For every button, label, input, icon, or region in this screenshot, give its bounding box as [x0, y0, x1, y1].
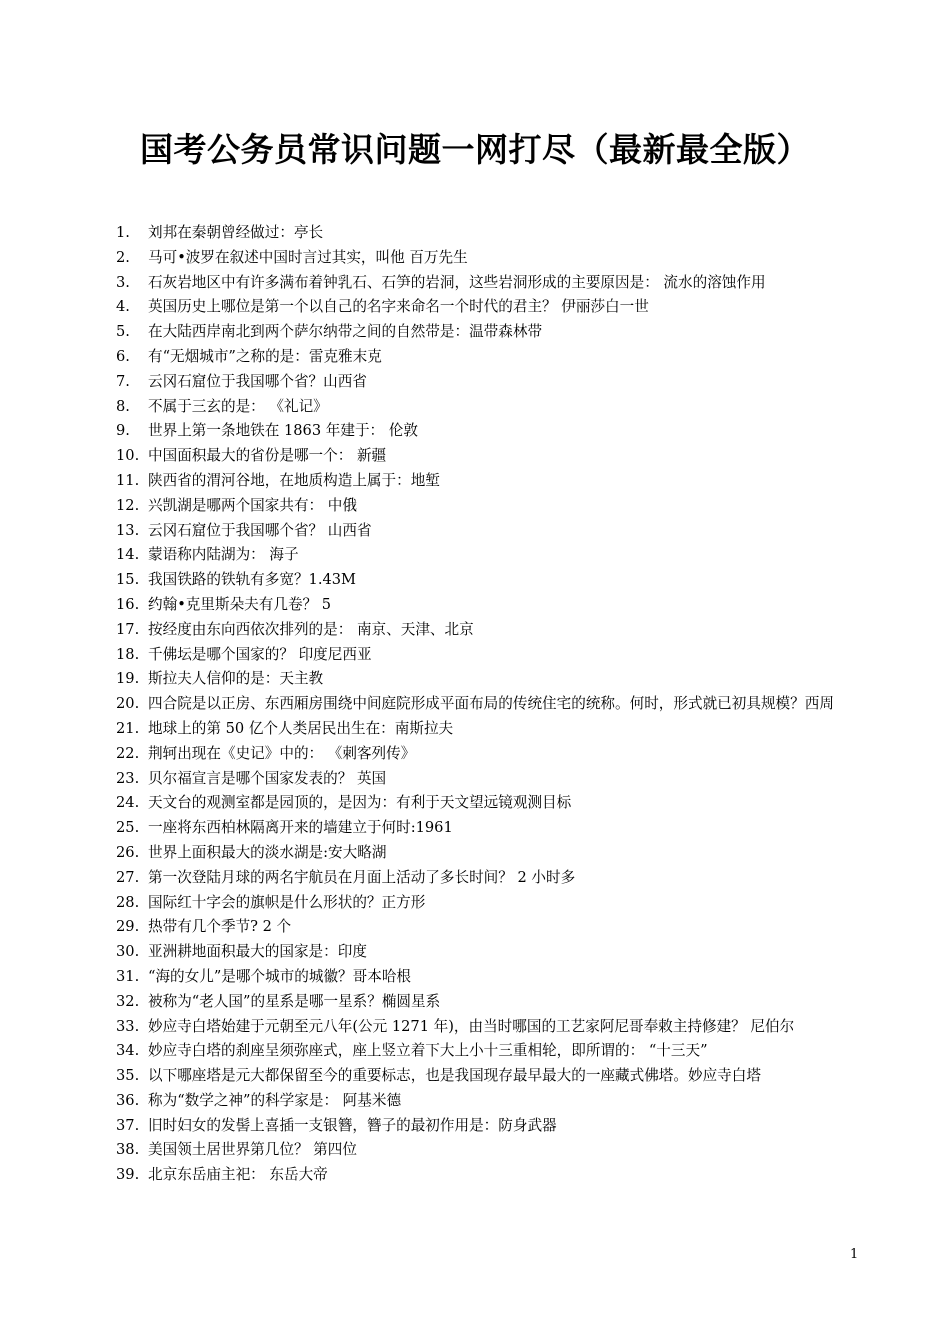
- item-number: 23.: [116, 769, 140, 787]
- item-number: 31.: [116, 967, 140, 985]
- document-title: 国考公务员常识问题一网打尽（最新最全版）: [140, 130, 810, 169]
- item-number: 24.: [116, 794, 140, 812]
- item-text: 云冈石窟位于我国哪个省？ 山西省: [148, 521, 372, 539]
- list-item: [116, 1089, 861, 1114]
- item-text: 斯拉夫人信仰的是：天主教: [148, 670, 324, 688]
- item-number: 37.: [116, 1116, 140, 1134]
- item-number: 1.: [116, 224, 130, 241]
- qa-list: [116, 221, 861, 1188]
- item-number: 9.: [116, 422, 130, 440]
- item-text: 有“无烟城市”之称的是：雷克雅末克: [148, 347, 382, 365]
- item-number: 27.: [116, 868, 140, 886]
- list-item: [116, 915, 861, 940]
- list-item: [116, 667, 861, 692]
- item-text: 亚洲耕地面积最大的国家是：印度: [148, 943, 367, 961]
- list-item: [116, 841, 861, 866]
- item-number: 8.: [116, 397, 130, 415]
- item-text: 荆轲出现在《史记》中的： 《刺客列传》: [148, 744, 416, 762]
- list-item: [116, 965, 861, 990]
- list-item: [116, 221, 861, 246]
- item-number: 15.: [116, 571, 140, 589]
- item-text: “海的女儿”是哪个城市的城徽？哥本哈根: [148, 967, 412, 985]
- list-item: [116, 271, 861, 296]
- item-number: 30.: [116, 943, 140, 961]
- item-text: 世界上第一条地铁在 1863 年建于： 伦敦: [148, 422, 418, 440]
- item-text: 美国领土居世界第几位？ 第四位: [148, 1141, 357, 1159]
- list-item: [116, 940, 861, 965]
- list-item: [116, 494, 861, 519]
- item-text: 妙应寺白塔的刹座呈须弥座式，座上竖立着下大上小十三重相轮，即所谓的： “十三天”: [148, 1042, 708, 1060]
- list-item: [116, 593, 861, 618]
- item-text: 北京东岳庙主祀： 东岳大帝: [148, 1166, 328, 1184]
- item-number: 19.: [116, 670, 140, 688]
- list-item: [116, 742, 861, 767]
- item-text: 地球上的第 50 亿个人类居民出生在：南斯拉夫: [148, 719, 454, 737]
- list-item: [116, 295, 861, 320]
- item-text: 陕西省的渭河谷地，在地质构造上属于：地堑: [148, 471, 440, 489]
- item-text: 天文台的观测室都是园顶的，是因为：有利于天文望远镜观测目标: [148, 794, 572, 812]
- list-item: [116, 791, 861, 816]
- list-item: [116, 345, 861, 370]
- list-item: [116, 618, 861, 643]
- list-item: [116, 866, 861, 891]
- item-text: 不属于三玄的是： 《礼记》: [148, 397, 328, 415]
- item-number: 39.: [116, 1166, 140, 1184]
- list-item: [116, 643, 861, 668]
- list-item: [116, 816, 861, 841]
- item-number: 17.: [116, 620, 140, 638]
- list-item: [116, 543, 861, 568]
- list-item: [116, 1138, 861, 1163]
- list-item: [116, 990, 861, 1015]
- item-number: 2.: [116, 248, 130, 266]
- list-item: [116, 1064, 861, 1089]
- item-number: 4.: [116, 298, 130, 316]
- item-number: 33.: [116, 1017, 140, 1035]
- item-number: 35.: [116, 1067, 140, 1085]
- item-text: 约翰•克里斯朵夫有几卷？ 5: [148, 595, 332, 613]
- item-number: 32.: [116, 992, 140, 1010]
- list-item: [116, 370, 861, 395]
- item-text: 云冈石窟位于我国哪个省？山西省: [148, 372, 367, 390]
- item-number: 38.: [116, 1141, 140, 1159]
- item-text: 按经度由东向西依次排列的是： 南京、天津、北京: [148, 620, 474, 638]
- item-text: 一座将东西柏林隔离开来的墙建立于何时:1961: [148, 819, 453, 837]
- item-number: 14.: [116, 546, 140, 564]
- list-item: [116, 469, 861, 494]
- item-number: 22.: [116, 744, 140, 762]
- item-number: 20.: [116, 695, 140, 713]
- item-number: 34.: [116, 1042, 140, 1060]
- list-item: [116, 692, 861, 717]
- item-number: 26.: [116, 843, 140, 861]
- list-item: [116, 395, 861, 420]
- item-text: 第一次登陆月球的两名宇航员在月面上活动了多长时间？ 2 小时多: [148, 868, 576, 886]
- list-item: [116, 568, 861, 593]
- item-number: 11.: [116, 471, 140, 489]
- item-text: 我国铁路的铁轨有多宽？1.43M: [148, 571, 356, 589]
- item-number: 36.: [116, 1091, 140, 1109]
- item-number: 7.: [116, 372, 130, 390]
- item-text: 贝尔福宣言是哪个国家发表的？ 英国: [148, 769, 387, 787]
- item-number: 18.: [116, 645, 140, 663]
- item-number: 6.: [116, 347, 130, 365]
- item-text: 英国历史上哪位是第一个以自己的名字来命名一个时代的君主？ 伊丽莎白一世: [148, 298, 649, 316]
- item-text: 热带有几个季节? 2 个: [148, 918, 292, 936]
- item-number: 21.: [116, 719, 140, 737]
- list-item: [116, 519, 861, 544]
- item-text: 千佛坛是哪个国家的？ 印度尼西亚: [148, 645, 372, 663]
- item-text: 在大陆西岸南北到两个萨尔纳带之间的自然带是：温带森林带: [148, 323, 543, 341]
- list-item: [116, 320, 861, 345]
- item-text: 妙应寺白塔始建于元朝至元八年(公元 1271 年)，由当时哪国的工艺家阿尼哥奉敕主持修建？ 尼伯尔: [148, 1017, 795, 1035]
- item-number: 13.: [116, 521, 140, 539]
- item-text: 蒙语称内陆湖为： 海子: [148, 546, 299, 564]
- item-text: 以下哪座塔是元大都保留至今的重要标志，也是我国现存最早最大的一座藏式佛塔。妙应寺白塔: [148, 1067, 761, 1085]
- item-number: 5.: [116, 323, 130, 341]
- item-text: 马可•波罗在叙述中国时言过其实，叫他 百万先生: [148, 248, 468, 266]
- item-text: 刘邦在秦朝曾经做过：亭长: [148, 224, 324, 241]
- item-number: 28.: [116, 893, 140, 911]
- item-text: 旧时妇女的发髻上喜插一支银簪，簪子的最初作用是：防身武器: [148, 1116, 557, 1134]
- item-number: 10.: [116, 447, 140, 465]
- item-number: 29.: [116, 918, 140, 936]
- list-item: [116, 1114, 861, 1139]
- list-item: [116, 767, 861, 792]
- list-item: [116, 1163, 861, 1188]
- item-number: 12.: [116, 496, 140, 514]
- item-number: 3.: [116, 273, 130, 291]
- item-text: 四合院是以正房、东西厢房围绕中间庭院形成平面布局的传统住宅的统称。何时，形式就已初具规模？西周: [148, 695, 834, 713]
- list-item: [116, 1039, 861, 1064]
- list-item: [116, 1015, 861, 1040]
- list-item: [116, 246, 861, 271]
- item-number: 25.: [116, 819, 140, 837]
- item-text: 被称为“老人国”的星系是哪一星系？椭圆星系: [148, 992, 441, 1010]
- list-item: [116, 444, 861, 469]
- item-text: 中国面积最大的省份是哪一个： 新疆: [148, 447, 387, 465]
- item-text: 兴凯湖是哪两个国家共有： 中俄: [148, 496, 357, 514]
- page-number: 1: [850, 1247, 859, 1262]
- item-text: 国际红十字会的旗帜是什么形状的？正方形: [148, 893, 426, 911]
- item-number: 16.: [116, 595, 140, 613]
- list-item: [116, 717, 861, 742]
- item-text: 世界上面积最大的淡水湖是:安大略湖: [148, 843, 387, 861]
- list-item: [116, 419, 861, 444]
- item-text: 石灰岩地区中有许多满布着钟乳石、石笋的岩洞，这些岩洞形成的主要原因是： 流水的溶蚀作用: [148, 273, 766, 291]
- list-item: [116, 891, 861, 916]
- item-text: 称为“数学之神”的科学家是： 阿基米德: [148, 1091, 402, 1109]
